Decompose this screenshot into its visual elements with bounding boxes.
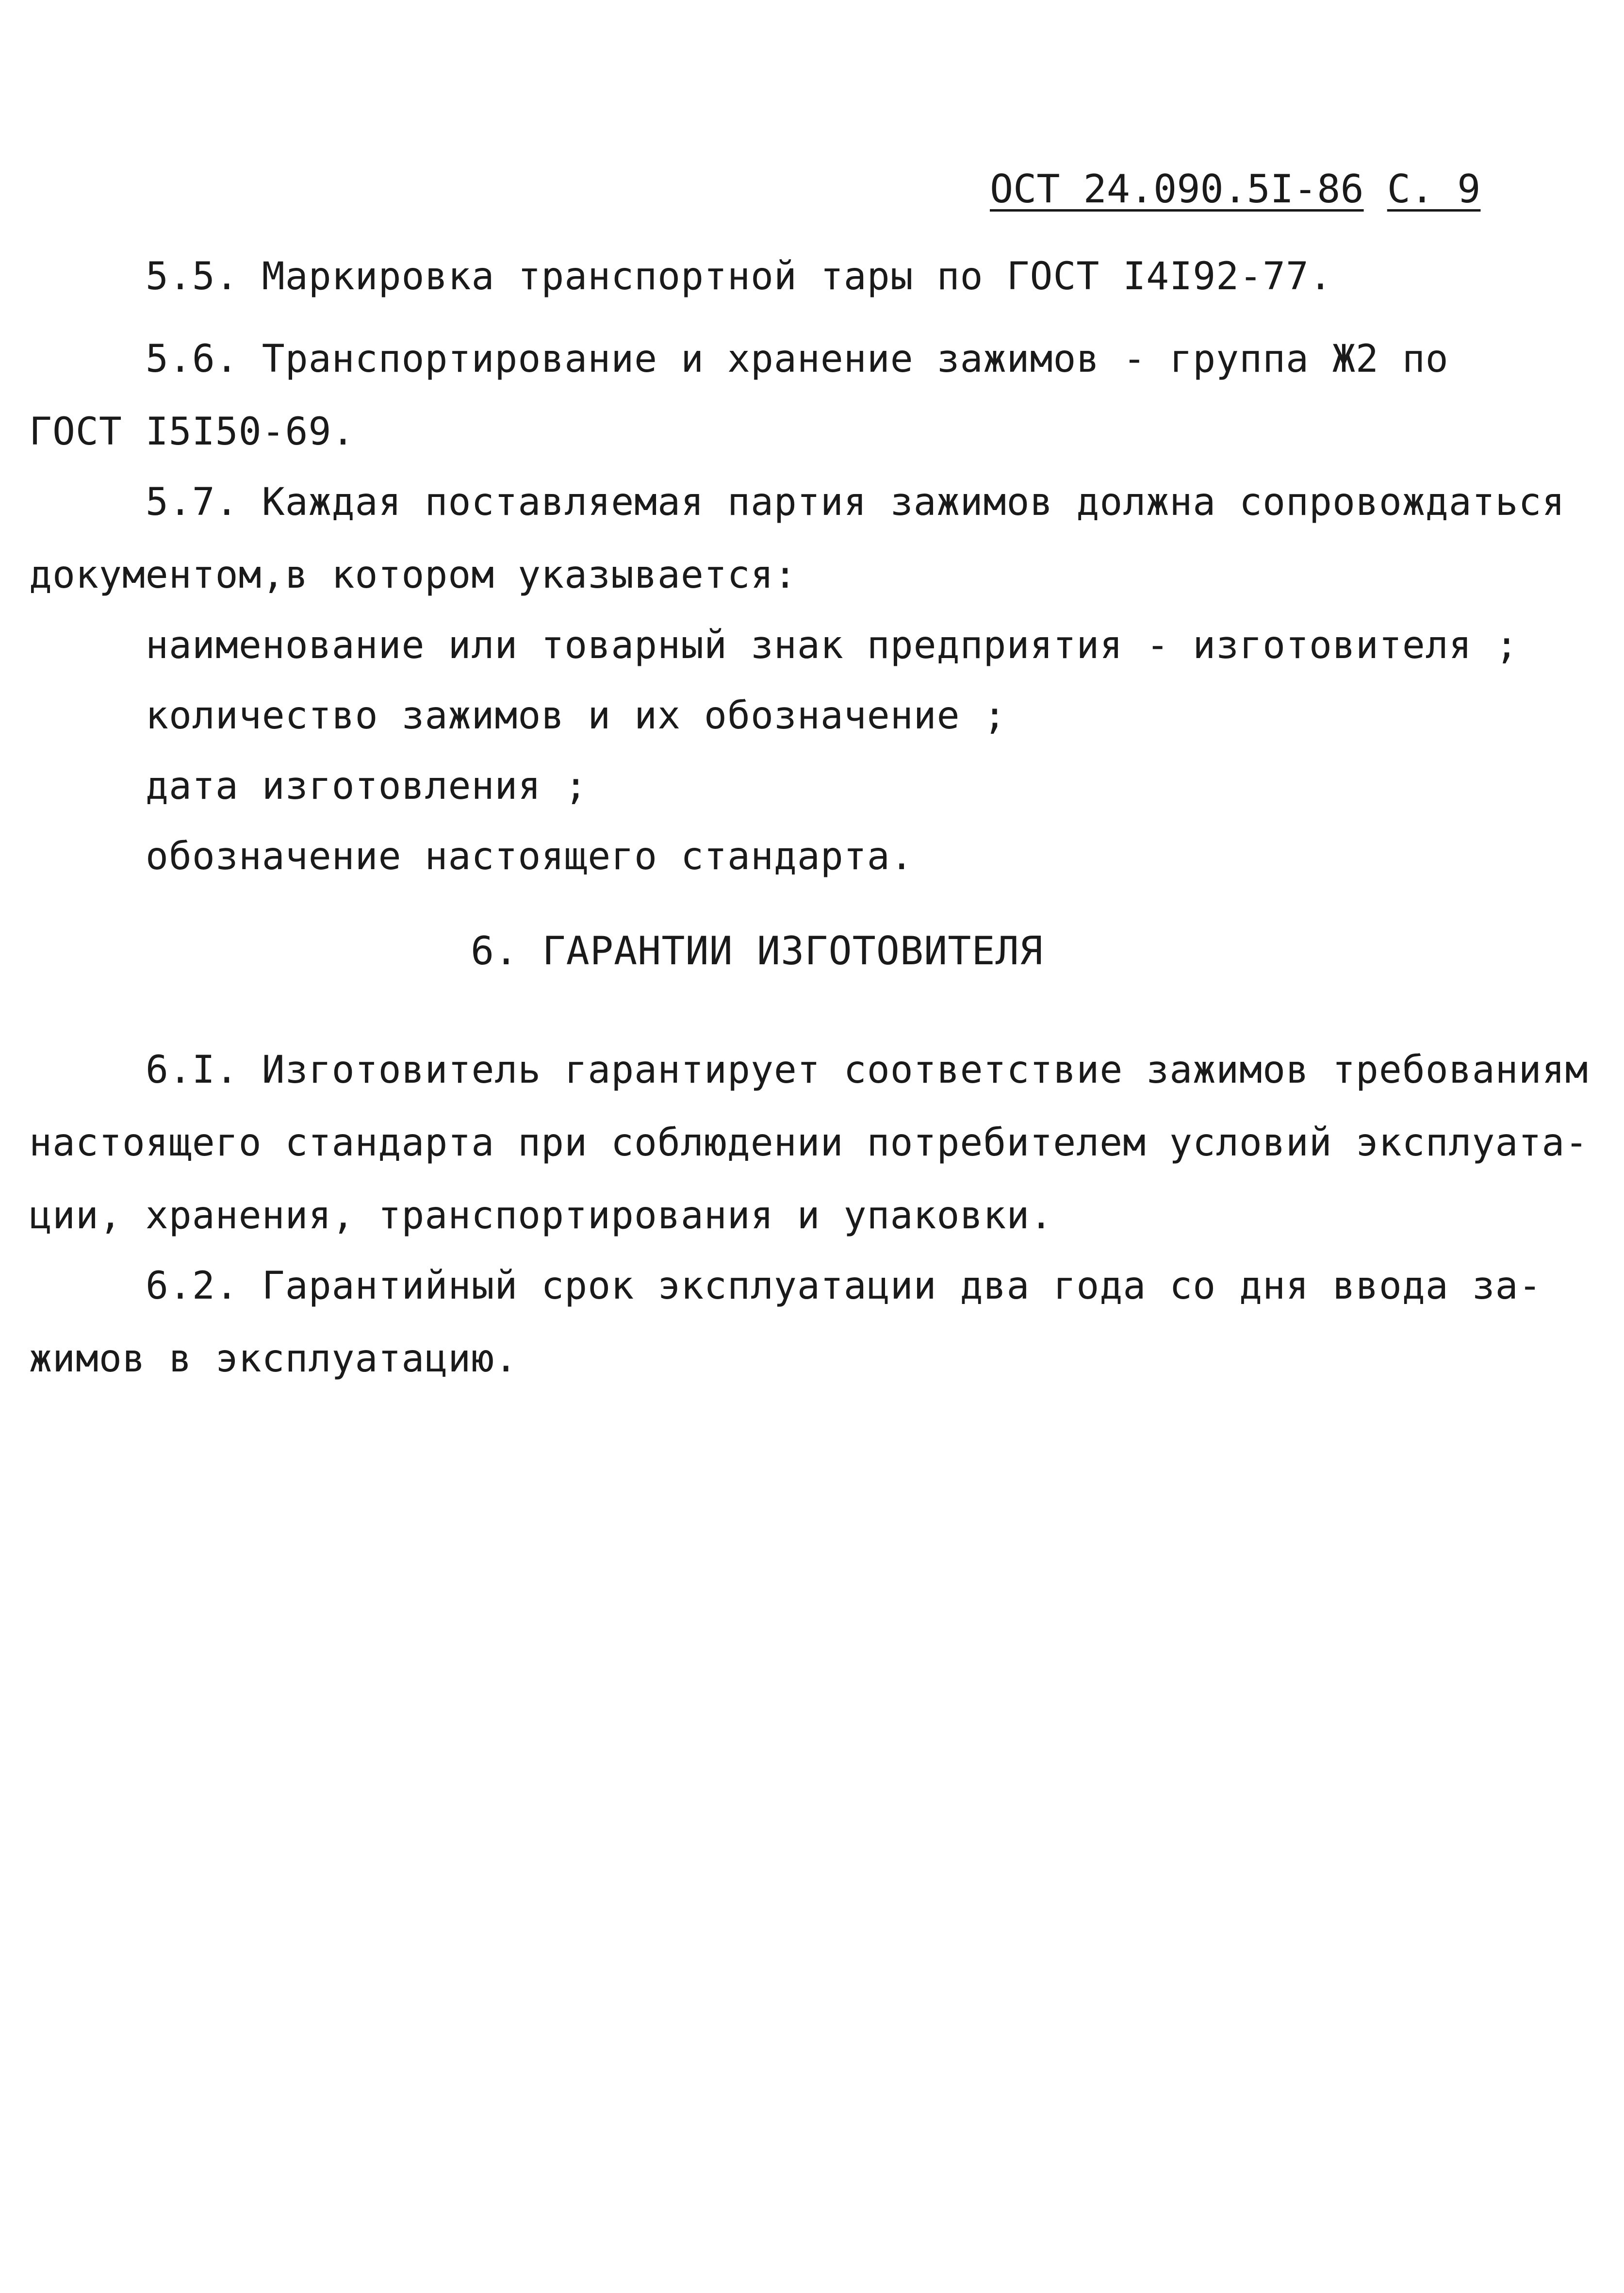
- list-item: количество зажимов и их обозначение ;: [146, 694, 1007, 738]
- paragraph-6-2-line-1: 6.2. Гарантийный срок эксплуатации два года со дня ввода за-: [146, 1264, 1542, 1308]
- list-item: обозначение настоящего стандарта.: [146, 835, 914, 878]
- paragraph-5-5: 5.5. Маркировка транспортной тары по ГОСТ I4I92-77.: [146, 255, 1332, 298]
- paragraph-5-6-line-1: 5.6. Транспортирование и хранение зажимов - группа Ж2 по: [146, 337, 1449, 381]
- page-header: [990, 165, 1480, 214]
- paragraph-6-1-line-2: настоящего стандарта при соблюдении потребителем условий эксплуата-: [29, 1121, 1589, 1165]
- paragraph-5-6-line-2: ГОСТ I5I50-69.: [29, 410, 355, 454]
- paragraph-6-2-line-2: жимов в эксплуатацию.: [29, 1337, 518, 1381]
- list-item: дата изготовления ;: [146, 764, 588, 808]
- list-item: наименование или товарный знак предприятия - изготовителя ;: [146, 624, 1519, 667]
- document-code: ОСТ 24.090.5I-86: [990, 166, 1364, 212]
- paragraph-5-7-line-1: 5.7. Каждая поставляемая партия зажимов должна сопровождаться: [146, 480, 1565, 524]
- section-6-title: 6. ГАРАНТИИ ИЗГОТОВИТЕЛЯ: [471, 928, 1043, 973]
- paragraph-6-1-line-1: 6.I. Изготовитель гарантирует соответствие зажимов требованиям: [146, 1048, 1589, 1092]
- paragraph-6-1-line-3: ции, хранения, транспортирования и упаковки.: [29, 1194, 1053, 1237]
- paragraph-5-7-line-2: документом,в котором указывается:: [29, 553, 797, 597]
- page-number: С. 9: [1387, 166, 1481, 212]
